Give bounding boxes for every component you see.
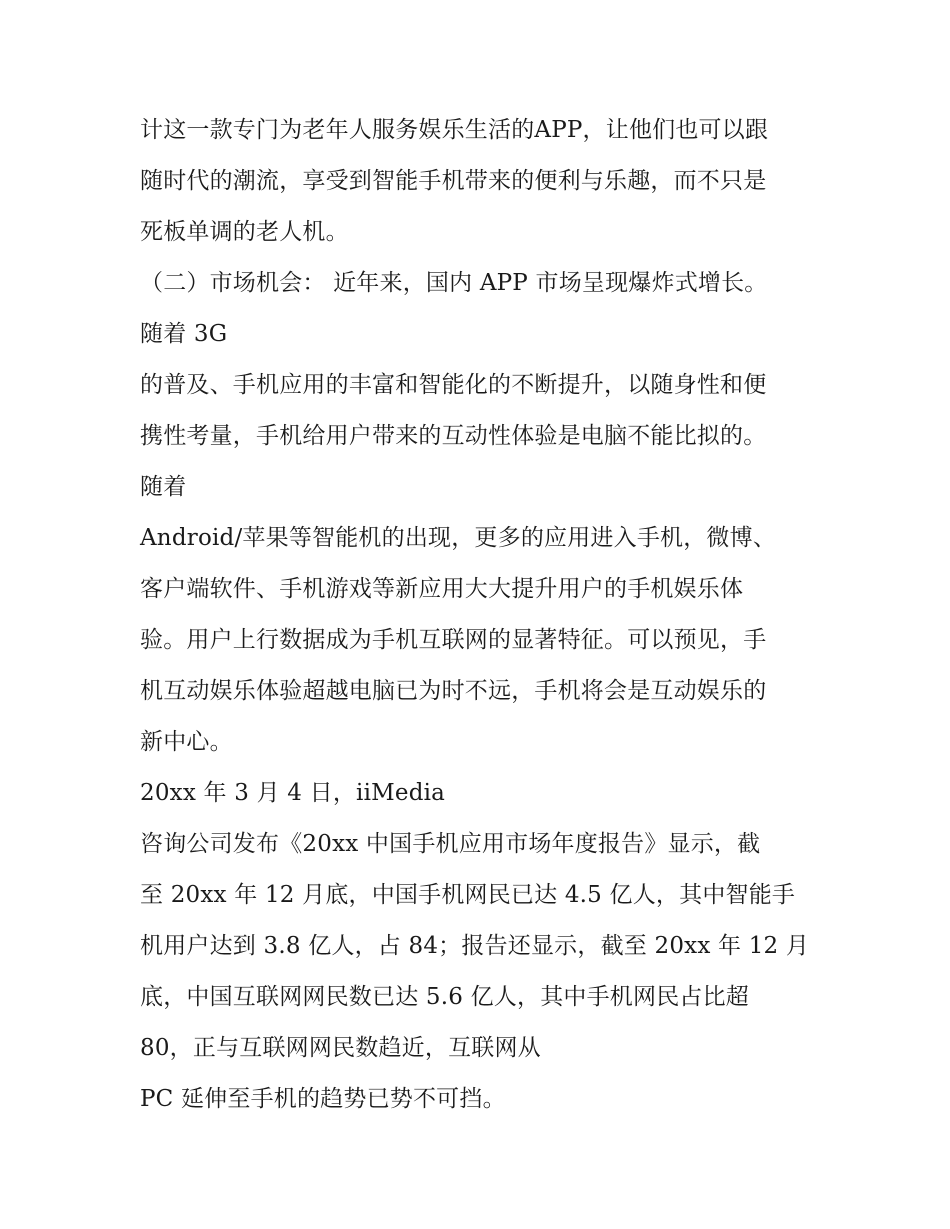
text-line: 计这一款专门为老年人服务娱乐生活的APP，让他们也可以跟 — [140, 117, 769, 143]
text-line: 携性考量，手机给用户带来的互动性体验是电脑不能比拟的。 — [140, 423, 767, 449]
text-line: 客户端软件、手机游戏等新应用大大提升用户的手机娱乐体 — [140, 576, 744, 602]
text-line: 底，中国互联网网民数已达 5.6 亿人，其中手机网民占比超 — [140, 984, 749, 1010]
text-line: 随着 3G — [140, 321, 228, 347]
text-line: 新中心。 — [140, 729, 233, 755]
text-line: （二）市场机会： 近年来，国内 APP 市场呈现爆炸式增长。 — [140, 270, 768, 296]
text-line: 随着 — [140, 474, 187, 500]
text-line: 的普及、手机应用的丰富和智能化的不断提升，以随身性和便 — [140, 372, 767, 398]
text-line: 机互动娱乐体验超越电脑已为时不远，手机将会是互动娱乐的 — [140, 678, 767, 704]
text-line: 80，正与互联网网民数趋近，互联网从 — [140, 1035, 541, 1061]
text-line: 随时代的潮流，享受到智能手机带来的便利与乐趣，而不只是 — [140, 168, 767, 194]
text-line: 验。用户上行数据成为手机互联网的显著特征。可以预见，手 — [140, 627, 767, 653]
text-line: 死板单调的老人机。 — [140, 219, 349, 245]
text-line: PC 延伸至手机的趋势已势不可挡。 — [140, 1086, 506, 1112]
text-line: 机用户达到 3.8 亿人，占 84；报告还显示，截至 20xx 年 12 月 — [140, 933, 810, 959]
text-line: 20xx 年 3 月 4 日，iiMedia — [140, 780, 446, 806]
text-line: 咨询公司发布《20xx 中国手机应用市场年度报告》显示，截 — [140, 831, 761, 857]
text-line: Android/苹果等智能机的出现，更多的应用进入手机，微博、 — [140, 525, 777, 551]
text-line: 至 20xx 年 12 月底，中国手机网民已达 4.5 亿人，其中智能手 — [140, 882, 796, 908]
body-text — [140, 109, 830, 1129]
